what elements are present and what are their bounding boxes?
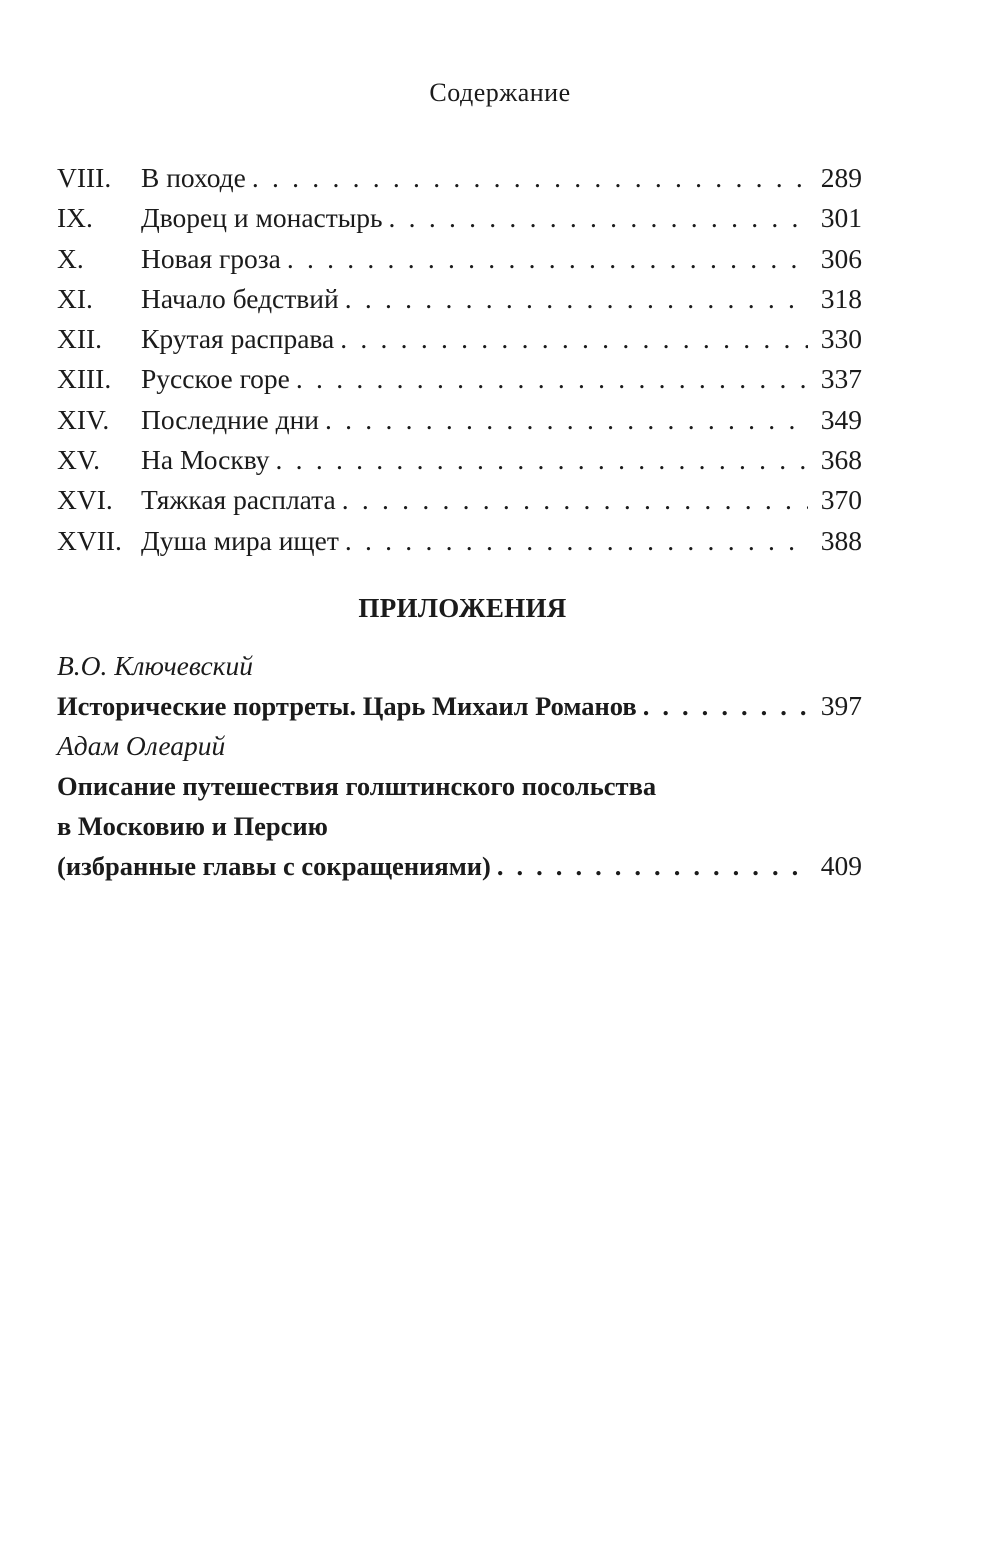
appendix-heading: ПРИЛОЖЕНИЯ [358,593,567,623]
chapter-number: VIII. [57,162,112,193]
appendix-work-title: Исторические портреты. Царь Михаил Романов [57,691,637,721]
toc-entry [57,158,862,198]
chapter-number: XVII. [57,524,122,556]
chapter-number: XIV. [57,403,110,435]
appendix-author: Адам Олеарий [57,730,226,761]
dot-leader [325,400,808,440]
chapter-title: Душа мира ищет [141,524,339,556]
chapter-number: XVI. [57,484,113,516]
dot-leader [287,239,808,279]
appendix-work-row [57,846,862,886]
dot-leader [276,440,808,480]
appendix-author: В.О. Ключевский [57,650,254,681]
toc-entry [57,319,862,359]
chapter-title: Дворец и монастырь [141,202,383,234]
page-number: 370 [820,484,862,516]
appendix-entry [57,646,862,726]
page-number: 409 [820,850,862,881]
chapter-title: Тяжкая расплата [141,484,336,516]
appendix-work-title: (избранные главы с сокращениями) [57,851,491,881]
chapter-title: Последние дни [141,403,319,435]
page-number: 301 [820,202,862,234]
chapter-title: Русское горе [141,363,290,395]
chapter-title: На Москву [141,444,270,476]
chapter-number: X. [57,242,84,274]
dot-leader [643,686,808,726]
toc-entry [57,521,862,561]
chapter-title: Новая гроза [141,242,281,274]
chapter-number: IX. [57,202,93,234]
chapter-number: XV. [57,444,101,476]
chapter-number: XI. [57,282,93,314]
dot-leader [252,158,808,198]
page-number: 368 [820,444,862,476]
toc-entry [57,400,862,440]
dot-leader [340,319,808,359]
page-number: 306 [820,242,862,274]
page-number: 330 [820,323,862,355]
dot-leader [345,279,808,319]
chapter-title: Начало бедствий [141,282,339,314]
appendix-work-title-line: Описание путешествия голштинского посольства [57,771,657,801]
chapter-number: XIII. [57,363,112,395]
dot-leader [342,480,808,520]
toc-entry [57,359,862,399]
appendix-entry [57,726,862,886]
appendix-work-row [57,686,862,726]
chapter-title: Крутая расправа [141,323,335,355]
toc-entry [57,440,862,480]
page-number: 388 [820,524,862,556]
page-number: 397 [820,690,862,721]
dot-leader [497,846,808,886]
toc-entry [57,480,862,520]
toc-entry [57,239,862,279]
toc-entry [57,279,862,319]
chapter-title: В походе [141,162,246,193]
toc-list [57,158,862,561]
page-number: 289 [820,162,862,193]
toc-entry [57,198,862,238]
dot-leader [296,359,808,399]
page-number: 337 [820,363,862,395]
page-number: 349 [820,403,862,435]
dot-leader [389,198,808,238]
chapter-number: XII. [57,323,103,355]
appendix-work-title-line: в Московию и Персию [57,811,328,841]
page-number: 318 [820,282,862,314]
running-head: Содержание [429,78,571,107]
dot-leader [345,521,808,561]
